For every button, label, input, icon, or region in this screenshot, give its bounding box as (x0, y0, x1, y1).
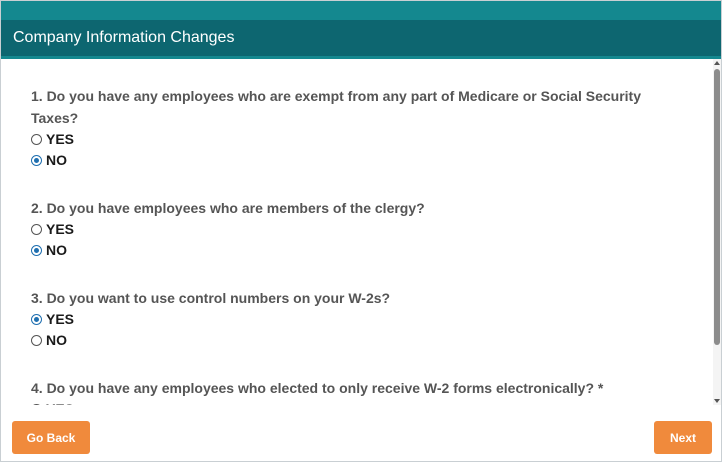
option-label: YES (46, 311, 75, 327)
next-button[interactable]: Next (654, 421, 712, 454)
dialog-header (1, 20, 721, 59)
question-3-option-yes[interactable] (31, 309, 74, 329)
question-4: 4. Do you have any employees who elected to only receive W-2 forms electronically? * (31, 380, 604, 396)
radio-checked-icon[interactable] (31, 314, 42, 325)
question-1: 1. Do you have any employees who are exempt from any part of Medicare or Social Security Taxes? (31, 88, 641, 126)
question-1-option-no[interactable] (31, 150, 67, 170)
question-2: 2. Do you have employees who are members of the clergy? (31, 200, 425, 216)
question-2-option-no[interactable] (31, 240, 67, 260)
scroll-down-arrow-icon[interactable] (714, 399, 720, 403)
dialog-title: Company Information Changes (13, 29, 235, 46)
option-label: NO (46, 152, 67, 168)
radio-unchecked-icon[interactable] (31, 335, 42, 346)
scrollbar-thumb[interactable] (714, 69, 720, 345)
radio-checked-icon[interactable] (31, 155, 42, 166)
scroll-up-arrow-icon[interactable] (714, 61, 720, 65)
question-2-option-yes[interactable] (31, 219, 74, 239)
question-3: 3. Do you want to use control numbers on your W-2s? (31, 290, 391, 306)
question-1-option-yes[interactable] (31, 129, 74, 149)
go-back-button[interactable]: Go Back (12, 421, 90, 454)
radio-unchecked-icon[interactable] (31, 134, 42, 145)
radio-checked-icon[interactable] (31, 245, 42, 256)
question-3-option-no[interactable] (31, 330, 67, 350)
option-label: YES (46, 131, 75, 147)
questions-panel[interactable] (1, 59, 713, 405)
vertical-scrollbar[interactable] (713, 59, 721, 405)
option-label: NO (46, 242, 67, 258)
option-label: NO (46, 332, 67, 348)
radio-unchecked-icon[interactable] (31, 224, 42, 235)
top-accent-bar (1, 1, 721, 20)
dialog-footer (1, 405, 721, 461)
option-label: YES (46, 221, 75, 237)
